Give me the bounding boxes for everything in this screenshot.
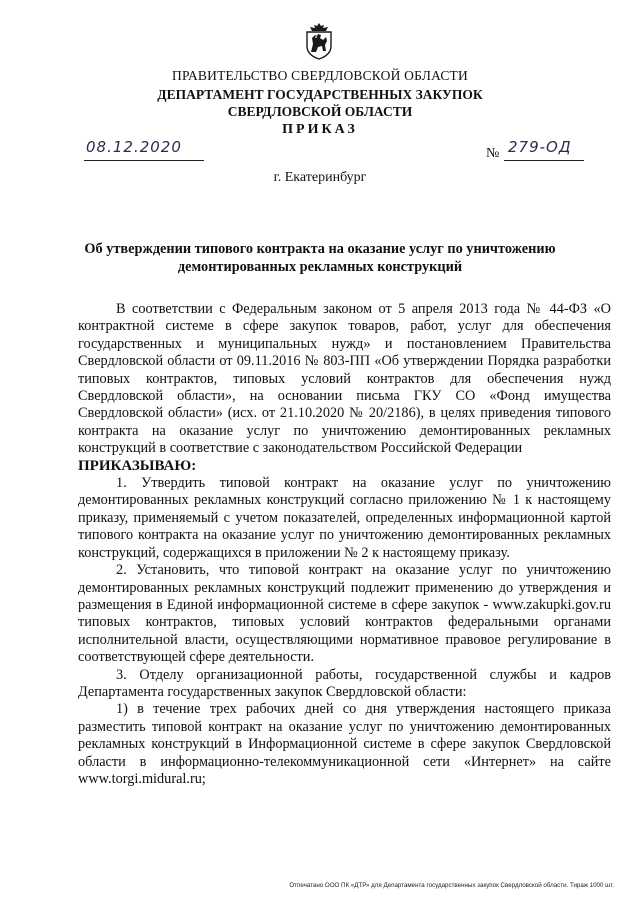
order-item-3-1: 1) в течение трех рабочих дней со дня утверждения настоящего приказа разместить типовой контракт на оказание услуг по уничтожению демонтированных рекламных конструкций в Информационной системе в сфере закупок Свердловской области в информационно-телекоммуникационной сети «Интернет» на сайте www.torgi.midural.ru; [78,701,611,787]
government-name: ПРАВИТЕЛЬСТВО СВЕРДЛОВСКОЙ ОБЛАСТИ [172,68,468,83]
document-title: Об утверждении типового контракта на оказание услуг по уничтожению демонтированных рекламных конструкций [84,241,556,275]
print-footer: Отпечатано ООО ПК «ДТР» для Департамента государственных закупок Свердловской области. Тираж 1000 шт. [289,882,614,889]
document-type: ПРИКАЗ [282,122,358,137]
order-item-2: 2. Установить, что типовой контракт на оказание услуг по уничтожению демонтированных рекламных конструкций подлежит применению до утверждения и размещения в Единой информационной системе в сфере закупок - www.zakupki.gov.ru типовых контрактов, типовых условий контрактов федеральными органами исполнительной власти, осуществляющими нормативное правовое регулирование в соответствующей сфере деятельности. [78,562,611,666]
preamble-paragraph: В соответствии с Федеральным законом от 5 апреля 2013 года № 44-ФЗ «О контрактной системе в сфере закупок товаров, работ, услуг для обеспечения государственных и муниципальных нужд» и постановлением Правительства Свердловской области от 09.11.2016 № 803-ПП «Об утверждении Порядка разработки типовых контрактов, типовых условий контрактов для обеспечения нужд Свердловской области», на основании письма ГКУ СО «Фонд имущества Свердловской области» (исх. от 21.10.2020 № 20/2186), в целях приведения типового контракта на оказание услуг по уничтожению демонтированных рекламных конструкций в соответствие с законодательством Российской Федерации [78,301,611,457]
department-name-line1: ДЕПАРТАМЕНТ ГОСУДАРСТВЕННЫХ ЗАКУПОК [157,87,483,102]
coat-of-arms-emblem [304,22,334,60]
order-item-3: 3. Отделу организационной работы, государственной службы и кадров Департамента государственных закупок Свердловской области: [78,666,611,700]
order-item-1: 1. Утвердить типовой контракт на оказание услуг по уничтожению демонтированных рекламных конструкций согласно приложению № 1 к настоящему приказу, применяемый с учетом показателей, определенных информационной картой типового контракта на оказание услуг по уничтожению демонтированных рекламных конструкций, содержащихся в приложении № 2 к настоящему приказу. [78,475,611,561]
order-date: 08.12.2020 [86,138,182,156]
department-name-line2: СВЕРДЛОВСКОЙ ОБЛАСТИ [227,104,413,119]
number-sign: № [486,146,500,161]
city: г. Екатеринбург [273,170,367,185]
document-body [78,301,611,788]
order-number: 279-ОД [508,138,572,156]
order-word: ПРИКАЗЫВАЮ: [78,457,197,474]
